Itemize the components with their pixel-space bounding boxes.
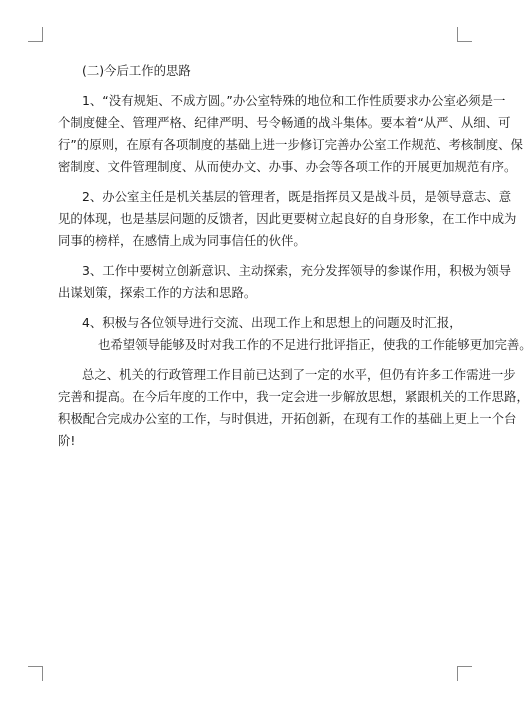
- crop-mark-bottom-left: [28, 666, 43, 681]
- paragraph-line: 也希望领导能够及时对我工作的不足进行批评指正，使我的工作能够更加完善。: [98, 337, 532, 352]
- paragraph-2: [58, 186, 517, 252]
- paragraph-line: 个制度健全、管理严格、纪律严明、号令畅通的战斗集体。要本着“从严、从细、可: [58, 115, 511, 130]
- crop-mark-top-right: [457, 27, 472, 42]
- paragraph-line: 4、积极与各位领导进行交流、出现工作上和思想上的问题及时汇报，: [82, 315, 462, 330]
- paragraph-line: 出谋划策，探索工作的方法和思路。: [58, 285, 257, 300]
- paragraph-1: [58, 90, 523, 178]
- crop-mark-top-left: [28, 27, 43, 42]
- document-body: [58, 60, 532, 452]
- paragraph-line: 总之、机关的行政管理工作目前已达到了一定的水平，但仍有许多工作需进一步: [82, 367, 516, 382]
- paragraph-line: 行”的原则，在原有各项制度的基础上进一步修订完善办公室工作规范、考核制度、保: [58, 137, 523, 152]
- section-heading: (二)今后工作的思路: [82, 63, 191, 78]
- paragraph-5: [58, 364, 529, 452]
- paragraph-line: 3、工作中要树立创新意识、主动探索，充分发挥领导的参谋作用，积极为领导: [82, 263, 512, 278]
- paragraph-line: 积极配合完成办公室的工作，与时俱进，开拓创新，在现有工作的基础上更上一个台: [58, 411, 517, 426]
- paragraph-line: 见的体现，也是基层问题的反馈者，因此更要树立起良好的自身形象，在工作中成为: [58, 211, 517, 226]
- paragraph-4: [58, 312, 532, 356]
- paragraph-line: 2、办公室主任是机关基层的管理者，既是指挥员又是战斗员，是领导意志、意: [82, 189, 512, 204]
- paragraph-3: [58, 260, 512, 304]
- paragraph-line: 阶!: [58, 433, 76, 448]
- paragraph-line: 1、“没有规矩、不成方圆。”办公室特殊的地位和工作性质要求办公室必须是一: [82, 93, 506, 108]
- paragraph-line: 同事的榜样，在感情上成为同事信任的伙伴。: [58, 233, 306, 248]
- crop-mark-bottom-right: [457, 666, 472, 681]
- paragraph-line: 密制度、文件管理制度、从而使办文、办事、办会等各项工作的开展更加规范有序。: [58, 159, 517, 174]
- paragraph-line: 完善和提高。在今后年度的工作中，我一定会进一步解放思想，紧跟机关的工作思路，: [58, 389, 529, 404]
